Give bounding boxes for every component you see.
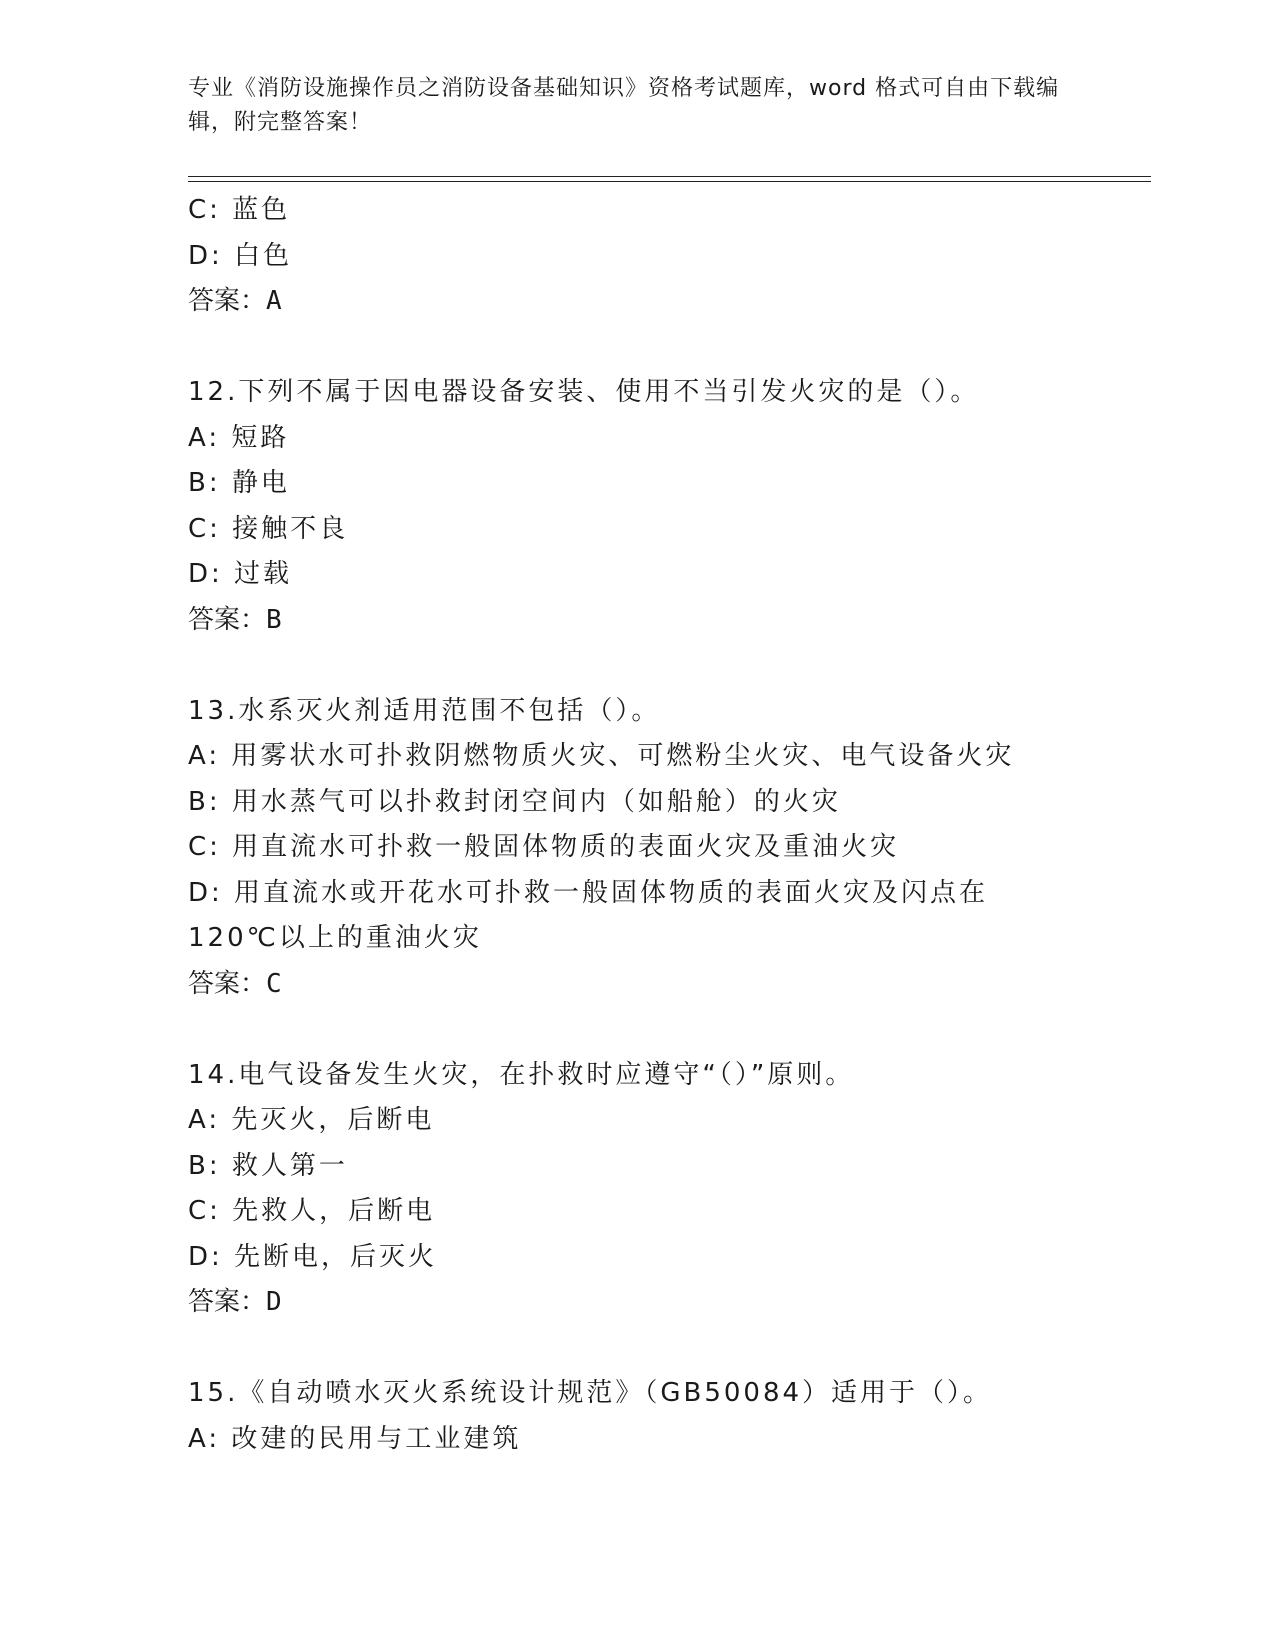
- option-d: D: 用直流水或开花水可扑救一般固体物质的表面火灾及闪点在 120℃以上的重油火灾: [188, 877, 989, 953]
- option-d: D: 先断电，后灭火: [188, 1241, 438, 1272]
- question-list: [188, 188, 1088, 1462]
- question-title: 13.水系灭火剂适用范围不包括（）。: [188, 695, 661, 726]
- answer-line: 答案：C: [188, 968, 282, 999]
- question-15: [188, 1371, 1088, 1462]
- answer-line: 答案：D: [188, 1287, 282, 1317]
- option-a: A: 短路: [188, 422, 290, 453]
- option-c: C: 接触不良: [188, 513, 349, 544]
- question-title: 12.下列不属于因电器设备安装、使用不当引发火灾的是（）。: [188, 377, 980, 407]
- question-13: [188, 689, 1088, 1008]
- option-b: B: 静电: [188, 468, 290, 498]
- option-d: D: 白色: [188, 240, 293, 271]
- option-a: A: 用雾状水可扑救阴燃物质火灾、可燃粉尘火灾、电气设备火灾: [188, 741, 1015, 771]
- option-c: C: 先救人，后断电: [188, 1196, 436, 1226]
- question-14: [188, 1053, 1088, 1326]
- option-a: A: 先灭火，后断电: [188, 1105, 435, 1135]
- header-rule-top: [188, 176, 1151, 177]
- header-rule-bottom: [188, 181, 1151, 182]
- option-b: B: 用水蒸气可以扑救封闭空间内（如船舱）的火灾: [188, 786, 841, 817]
- option-c: C: 蓝色: [188, 195, 291, 225]
- option-d: D: 过载: [188, 559, 293, 589]
- option-c: C: 用直流水可扑救一般固体物质的表面火灾及重油火灾: [188, 832, 900, 862]
- option-a: A: 改建的民用与工业建筑: [188, 1423, 522, 1454]
- answer-line: 答案：A: [188, 286, 282, 316]
- question-title: 14.电气设备发生火灾，在扑救时应遵守“（）”原则。: [188, 1059, 855, 1090]
- question-12: [188, 370, 1088, 643]
- option-b: B: 救人第一: [188, 1150, 348, 1181]
- answer-line: 答案：B: [188, 604, 282, 635]
- document-header: 专业《消防设施操作员之消防设备基础知识》资格考试题库，word 格式可自由下载编辑，附完整答案！: [188, 76, 1060, 135]
- question-title: 15.《自动喷水灭火系统设计规范》（GB50084）适用于（）。: [188, 1378, 993, 1408]
